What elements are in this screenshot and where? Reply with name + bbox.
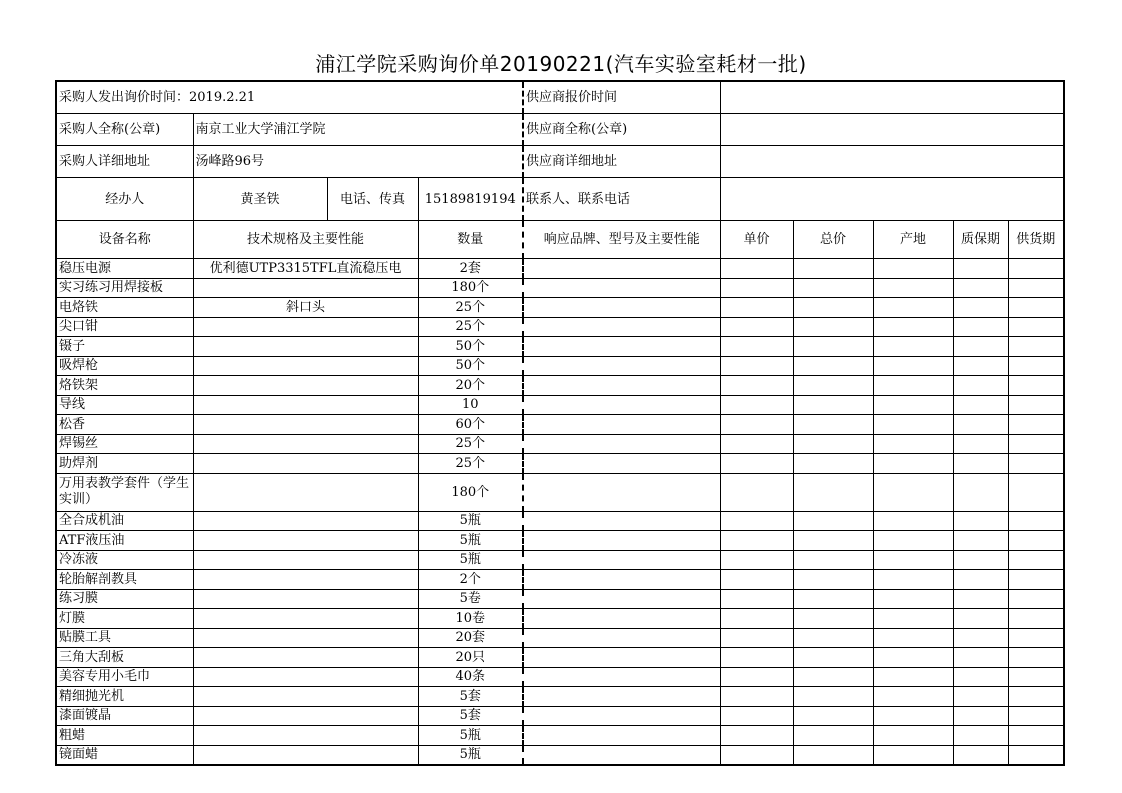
item-spec [193, 609, 418, 629]
item-delivery[interactable] [1008, 454, 1064, 474]
item-unit-price[interactable] [720, 589, 793, 609]
item-qty: 40条 [418, 667, 523, 687]
item-warranty[interactable] [953, 298, 1008, 318]
item-delivery[interactable] [1008, 259, 1064, 279]
item-qty: 20个 [418, 376, 523, 396]
item-warranty[interactable] [953, 434, 1008, 454]
item-total-price[interactable] [793, 511, 873, 531]
item-origin[interactable] [873, 337, 953, 357]
item-brand[interactable] [523, 726, 720, 746]
item-origin[interactable] [873, 317, 953, 337]
table-row [56, 511, 1064, 531]
supplier-name-label: 供应商全称(公章) [523, 114, 720, 146]
item-unit-price[interactable] [720, 278, 793, 298]
item-qty: 5瓶 [418, 531, 523, 551]
item-total-price[interactable] [793, 745, 873, 765]
item-warranty[interactable] [953, 726, 1008, 746]
item-warranty[interactable] [953, 550, 1008, 570]
table-row [56, 589, 1064, 609]
item-total-price[interactable] [793, 609, 873, 629]
item-spec: 斜口头 [193, 298, 418, 318]
item-unit-price[interactable] [720, 415, 793, 435]
item-unit-price[interactable] [720, 473, 793, 511]
item-spec [193, 395, 418, 415]
item-delivery[interactable] [1008, 415, 1064, 435]
table-row [56, 356, 1064, 376]
item-delivery[interactable] [1008, 376, 1064, 396]
table-row [56, 648, 1064, 668]
item-origin[interactable] [873, 667, 953, 687]
phone-value: 15189819194 [418, 178, 523, 221]
item-warranty[interactable] [953, 589, 1008, 609]
item-origin[interactable] [873, 628, 953, 648]
buyer-address-label: 采购人详细地址 [56, 146, 193, 178]
item-delivery[interactable] [1008, 745, 1064, 765]
item-name: 镜面蜡 [56, 745, 193, 765]
item-qty: 180个 [418, 278, 523, 298]
supplier-name-value[interactable] [720, 114, 1064, 146]
header-row-address [56, 146, 1064, 178]
col-header-origin: 产地 [873, 221, 953, 259]
item-brand[interactable] [523, 356, 720, 376]
contact-value[interactable] [720, 178, 1064, 221]
item-warranty[interactable] [953, 570, 1008, 590]
item-delivery[interactable] [1008, 356, 1064, 376]
item-name: 吸焊枪 [56, 356, 193, 376]
item-delivery[interactable] [1008, 726, 1064, 746]
table-row [56, 531, 1064, 551]
item-qty: 10 [418, 395, 523, 415]
buyer-address-value: 汤峰路96号 [193, 146, 523, 178]
col-header-spec: 技术规格及主要性能 [193, 221, 418, 259]
item-qty: 25个 [418, 454, 523, 474]
item-name: 贴膜工具 [56, 628, 193, 648]
item-delivery[interactable] [1008, 298, 1064, 318]
item-origin[interactable] [873, 511, 953, 531]
item-name: 导线 [56, 395, 193, 415]
phone-label: 电话、传真 [327, 178, 418, 221]
table-row [56, 609, 1064, 629]
item-qty: 5瓶 [418, 745, 523, 765]
col-header-qty: 数量 [418, 221, 523, 259]
item-unit-price[interactable] [720, 648, 793, 668]
item-brand[interactable] [523, 609, 720, 629]
item-brand[interactable] [523, 687, 720, 707]
item-brand[interactable] [523, 395, 720, 415]
item-brand[interactable] [523, 259, 720, 279]
table-row [56, 317, 1064, 337]
item-name: 万用表教学套件（学生实训） [56, 473, 193, 511]
item-total-price[interactable] [793, 337, 873, 357]
item-spec: 优利德UTP3315TFL直流稳压电 [193, 259, 418, 279]
item-delivery[interactable] [1008, 337, 1064, 357]
item-qty: 10卷 [418, 609, 523, 629]
item-unit-price[interactable] [720, 434, 793, 454]
item-spec [193, 454, 418, 474]
item-spec [193, 415, 418, 435]
table-row [56, 667, 1064, 687]
item-total-price[interactable] [793, 648, 873, 668]
table-row [56, 434, 1064, 454]
item-name: 全合成机油 [56, 511, 193, 531]
item-spec [193, 589, 418, 609]
contact-label: 联系人、联系电话 [523, 178, 720, 221]
table-row [56, 628, 1064, 648]
item-origin[interactable] [873, 570, 953, 590]
item-total-price[interactable] [793, 473, 873, 511]
table-row [56, 706, 1064, 726]
item-spec [193, 473, 418, 511]
item-total-price[interactable] [793, 531, 873, 551]
item-unit-price[interactable] [720, 337, 793, 357]
item-unit-price[interactable] [720, 376, 793, 396]
item-warranty[interactable] [953, 706, 1008, 726]
item-origin[interactable] [873, 356, 953, 376]
handler-value: 黄圣铁 [193, 178, 327, 221]
item-spec [193, 706, 418, 726]
item-warranty[interactable] [953, 687, 1008, 707]
item-name: 练习膜 [56, 589, 193, 609]
table-row [56, 395, 1064, 415]
item-spec [193, 687, 418, 707]
table-row [56, 745, 1064, 765]
item-qty: 5套 [418, 687, 523, 707]
supplier-quote-time-value[interactable] [720, 81, 1064, 114]
item-delivery[interactable] [1008, 687, 1064, 707]
item-name: 烙铁架 [56, 376, 193, 396]
table-row [56, 570, 1064, 590]
item-brand[interactable] [523, 550, 720, 570]
item-name: 轮胎解剖教具 [56, 570, 193, 590]
table-row [56, 550, 1064, 570]
item-qty: 5瓶 [418, 726, 523, 746]
item-unit-price[interactable] [720, 531, 793, 551]
item-unit-price[interactable] [720, 356, 793, 376]
item-warranty[interactable] [953, 356, 1008, 376]
table-row [56, 454, 1064, 474]
item-qty: 2套 [418, 259, 523, 279]
item-spec [193, 511, 418, 531]
item-spec [193, 745, 418, 765]
item-warranty[interactable] [953, 628, 1008, 648]
item-warranty[interactable] [953, 454, 1008, 474]
item-origin[interactable] [873, 278, 953, 298]
item-spec [193, 278, 418, 298]
column-header-row [56, 221, 1064, 259]
item-delivery[interactable] [1008, 531, 1064, 551]
item-warranty[interactable] [953, 259, 1008, 279]
item-delivery[interactable] [1008, 550, 1064, 570]
item-spec [193, 726, 418, 746]
item-unit-price[interactable] [720, 317, 793, 337]
item-qty: 25个 [418, 298, 523, 318]
item-brand[interactable] [523, 589, 720, 609]
item-qty: 25个 [418, 434, 523, 454]
item-origin[interactable] [873, 609, 953, 629]
item-delivery[interactable] [1008, 570, 1064, 590]
item-spec [193, 434, 418, 454]
item-brand[interactable] [523, 473, 720, 511]
item-warranty[interactable] [953, 667, 1008, 687]
item-brand[interactable] [523, 454, 720, 474]
supplier-address-value[interactable] [720, 146, 1064, 178]
item-total-price[interactable] [793, 550, 873, 570]
item-delivery[interactable] [1008, 648, 1064, 668]
item-qty: 20套 [418, 628, 523, 648]
item-warranty[interactable] [953, 415, 1008, 435]
supplier-quote-time-label: 供应商报价时间 [523, 81, 720, 114]
item-delivery[interactable] [1008, 317, 1064, 337]
item-name: 精细抛光机 [56, 687, 193, 707]
item-delivery[interactable] [1008, 628, 1064, 648]
table-row [56, 473, 1064, 511]
item-name: 灯膜 [56, 609, 193, 629]
item-origin[interactable] [873, 687, 953, 707]
item-brand[interactable] [523, 337, 720, 357]
col-header-name: 设备名称 [56, 221, 193, 259]
item-unit-price[interactable] [720, 687, 793, 707]
item-total-price[interactable] [793, 628, 873, 648]
item-spec [193, 337, 418, 357]
item-spec [193, 317, 418, 337]
item-total-price[interactable] [793, 259, 873, 279]
item-spec [193, 531, 418, 551]
item-name: 尖口钳 [56, 317, 193, 337]
item-spec [193, 648, 418, 668]
table-row [56, 726, 1064, 746]
page-title: 浦江学院采购询价单20190221(汽车实验室耗材一批) [315, 52, 807, 76]
item-brand[interactable] [523, 648, 720, 668]
item-total-price[interactable] [793, 395, 873, 415]
item-qty: 5卷 [418, 589, 523, 609]
item-spec [193, 570, 418, 590]
item-warranty[interactable] [953, 278, 1008, 298]
item-warranty[interactable] [953, 609, 1008, 629]
item-total-price[interactable] [793, 415, 873, 435]
item-brand[interactable] [523, 434, 720, 454]
item-warranty[interactable] [953, 395, 1008, 415]
item-unit-price[interactable] [720, 550, 793, 570]
item-name: 焊锡丝 [56, 434, 193, 454]
item-total-price[interactable] [793, 317, 873, 337]
item-unit-price[interactable] [720, 667, 793, 687]
item-name: 冷冻液 [56, 550, 193, 570]
item-origin[interactable] [873, 745, 953, 765]
item-origin[interactable] [873, 415, 953, 435]
item-brand[interactable] [523, 278, 720, 298]
buyer-name-value: 南京工业大学浦江学院 [193, 114, 523, 146]
item-brand[interactable] [523, 745, 720, 765]
item-name: 助焊剂 [56, 454, 193, 474]
item-total-price[interactable] [793, 687, 873, 707]
header-row-contact [56, 178, 1064, 221]
item-name: 稳压电源 [56, 259, 193, 279]
item-spec [193, 376, 418, 396]
header-row-issue-time [56, 81, 1064, 114]
item-name: 美容专用小毛巾 [56, 667, 193, 687]
table-row [56, 278, 1064, 298]
item-delivery[interactable] [1008, 278, 1064, 298]
item-total-price[interactable] [793, 298, 873, 318]
item-origin[interactable] [873, 473, 953, 511]
item-unit-price[interactable] [720, 395, 793, 415]
item-name: 粗蜡 [56, 726, 193, 746]
item-brand[interactable] [523, 298, 720, 318]
table-row [56, 376, 1064, 396]
table-row [56, 687, 1064, 707]
item-unit-price[interactable] [720, 706, 793, 726]
item-qty: 25个 [418, 317, 523, 337]
item-origin[interactable] [873, 259, 953, 279]
item-origin[interactable] [873, 706, 953, 726]
item-total-price[interactable] [793, 434, 873, 454]
item-warranty[interactable] [953, 337, 1008, 357]
item-brand[interactable] [523, 415, 720, 435]
col-header-total-price: 总价 [793, 221, 873, 259]
item-total-price[interactable] [793, 589, 873, 609]
item-unit-price[interactable] [720, 726, 793, 746]
item-qty: 5瓶 [418, 550, 523, 570]
item-warranty[interactable] [953, 648, 1008, 668]
item-delivery[interactable] [1008, 395, 1064, 415]
item-warranty[interactable] [953, 317, 1008, 337]
item-brand[interactable] [523, 667, 720, 687]
item-delivery[interactable] [1008, 667, 1064, 687]
item-delivery[interactable] [1008, 609, 1064, 629]
table-row [56, 415, 1064, 435]
item-total-price[interactable] [793, 667, 873, 687]
item-warranty[interactable] [953, 531, 1008, 551]
col-header-warranty: 质保期 [953, 221, 1008, 259]
item-name: 电烙铁 [56, 298, 193, 318]
item-unit-price[interactable] [720, 259, 793, 279]
table-row [56, 298, 1064, 318]
item-total-price[interactable] [793, 278, 873, 298]
item-unit-price[interactable] [720, 628, 793, 648]
item-unit-price[interactable] [720, 745, 793, 765]
item-delivery[interactable] [1008, 434, 1064, 454]
item-origin[interactable] [873, 376, 953, 396]
item-delivery[interactable] [1008, 589, 1064, 609]
item-warranty[interactable] [953, 376, 1008, 396]
table-row [56, 259, 1064, 279]
table-row [56, 337, 1064, 357]
item-origin[interactable] [873, 726, 953, 746]
item-delivery[interactable] [1008, 706, 1064, 726]
item-qty: 180个 [418, 473, 523, 511]
item-qty: 50个 [418, 356, 523, 376]
item-qty: 5瓶 [418, 511, 523, 531]
header-row-name [56, 114, 1064, 146]
item-warranty[interactable] [953, 473, 1008, 511]
item-unit-price[interactable] [720, 570, 793, 590]
item-name: 漆面镀晶 [56, 706, 193, 726]
item-brand[interactable] [523, 531, 720, 551]
item-origin[interactable] [873, 550, 953, 570]
item-total-price[interactable] [793, 726, 873, 746]
item-qty: 20只 [418, 648, 523, 668]
item-unit-price[interactable] [720, 609, 793, 629]
item-spec [193, 667, 418, 687]
item-brand[interactable] [523, 628, 720, 648]
handler-label: 经办人 [56, 178, 193, 221]
item-qty: 2个 [418, 570, 523, 590]
item-origin[interactable] [873, 454, 953, 474]
buyer-name-label: 采购人全称(公章) [56, 114, 193, 146]
item-qty: 50个 [418, 337, 523, 357]
item-brand[interactable] [523, 511, 720, 531]
item-name: 实习练习用焊接板 [56, 278, 193, 298]
item-name: 镊子 [56, 337, 193, 357]
item-name: 三角大刮板 [56, 648, 193, 668]
item-brand[interactable] [523, 317, 720, 337]
item-origin[interactable] [873, 298, 953, 318]
item-spec [193, 628, 418, 648]
item-origin[interactable] [873, 395, 953, 415]
item-unit-price[interactable] [720, 454, 793, 474]
supplier-address-label: 供应商详细地址 [523, 146, 720, 178]
item-name: 松香 [56, 415, 193, 435]
item-warranty[interactable] [953, 745, 1008, 765]
item-origin[interactable] [873, 648, 953, 668]
item-total-price[interactable] [793, 376, 873, 396]
item-delivery[interactable] [1008, 511, 1064, 531]
item-origin[interactable] [873, 434, 953, 454]
item-spec [193, 550, 418, 570]
item-origin[interactable] [873, 589, 953, 609]
item-total-price[interactable] [793, 454, 873, 474]
col-header-brand: 响应品牌、型号及主要性能 [523, 221, 720, 259]
item-total-price[interactable] [793, 356, 873, 376]
col-header-unit-price: 单价 [720, 221, 793, 259]
item-qty: 5套 [418, 706, 523, 726]
inquiry-table [55, 80, 1065, 766]
item-delivery[interactable] [1008, 473, 1064, 511]
item-qty: 60个 [418, 415, 523, 435]
item-brand[interactable] [523, 706, 720, 726]
issue-time-cell: 采购人发出询价时间：2019.2.21 [56, 81, 523, 114]
item-spec [193, 356, 418, 376]
item-name: ATF液压油 [56, 531, 193, 551]
item-total-price[interactable] [793, 570, 873, 590]
col-header-delivery: 供货期 [1008, 221, 1064, 259]
item-unit-price[interactable] [720, 298, 793, 318]
item-total-price[interactable] [793, 706, 873, 726]
item-warranty[interactable] [953, 511, 1008, 531]
item-unit-price[interactable] [720, 511, 793, 531]
item-brand[interactable] [523, 570, 720, 590]
item-brand[interactable] [523, 376, 720, 396]
item-origin[interactable] [873, 531, 953, 551]
